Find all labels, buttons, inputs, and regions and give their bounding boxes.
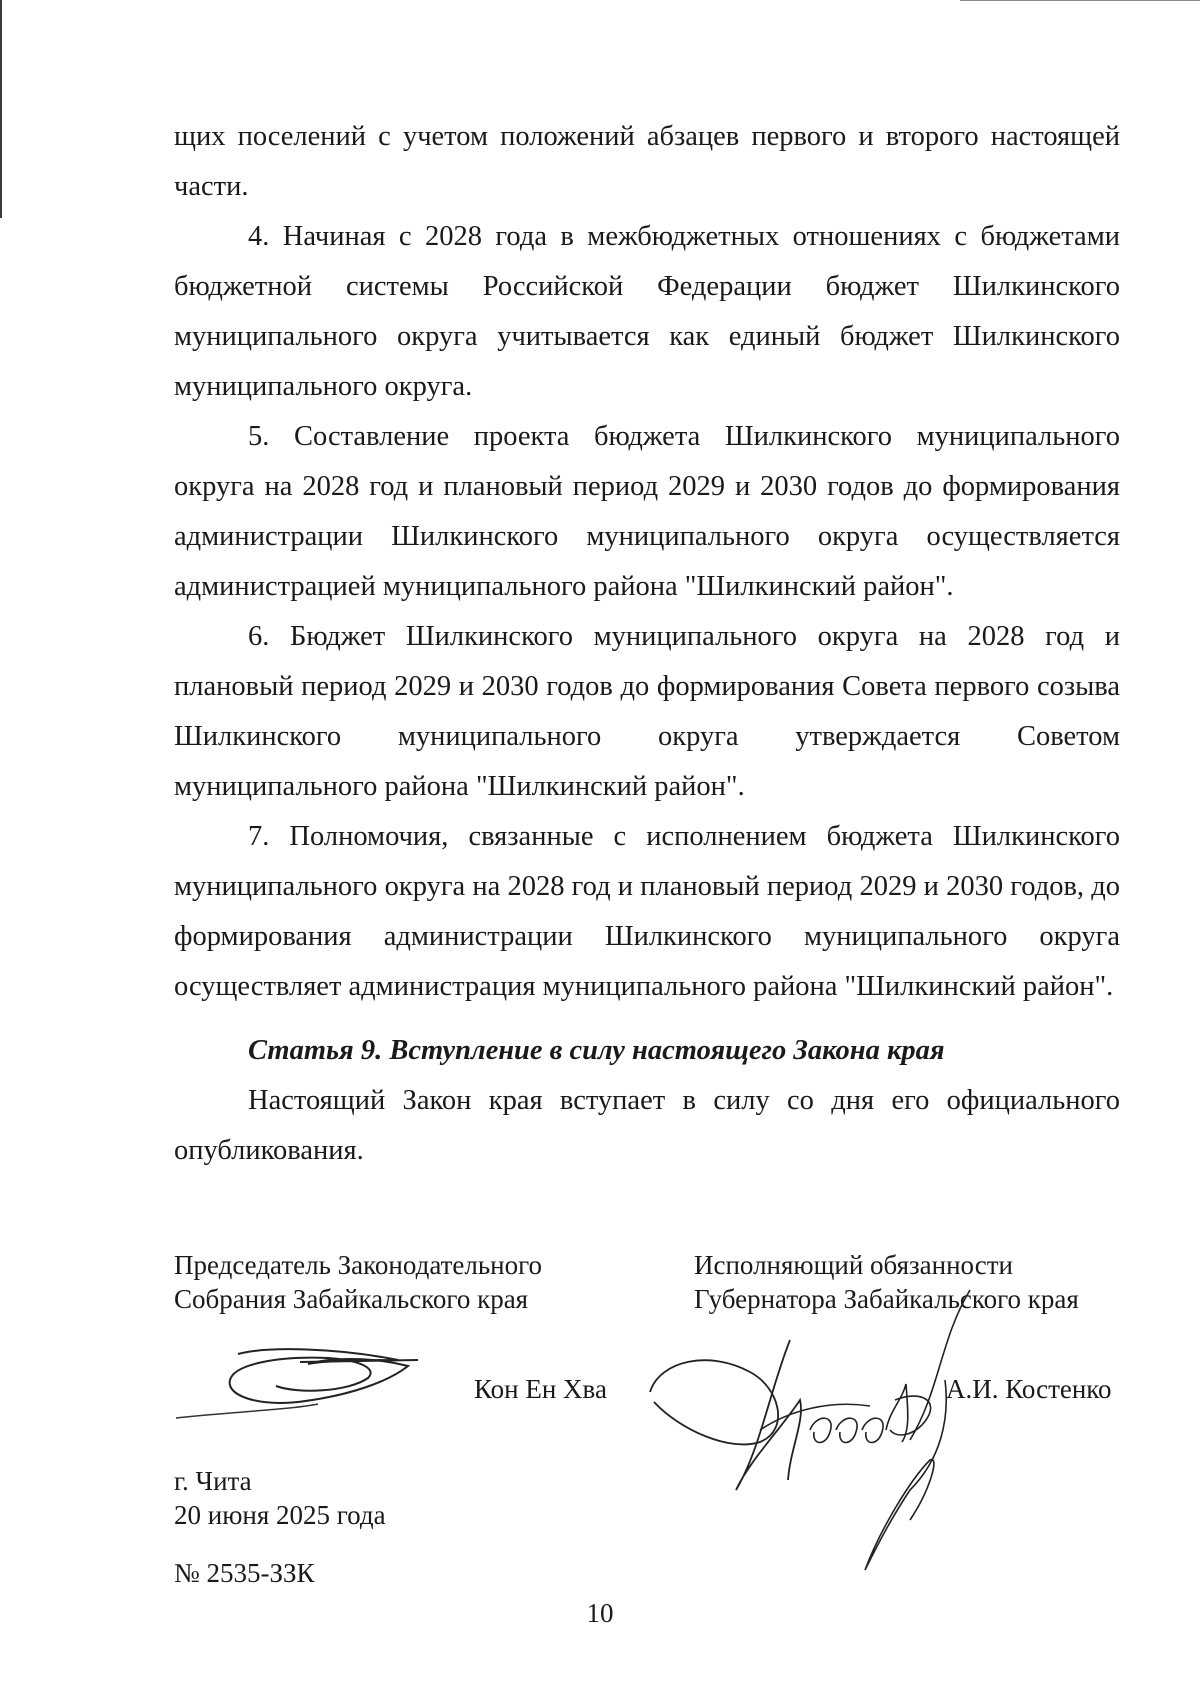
left-signatory-name: Кон Ен Хва [474,1374,607,1404]
scan-edge-top [960,0,1200,1]
law-body-text [174,112,1120,1176]
article-9-text: Настоящий Закон края вступает в силу со дня его официального опубликования. [174,1085,1120,1166]
left-title-line2: Собрания Забайкальского края [174,1284,529,1314]
continuation-paragraph: щих поселений с учетом положений абзацев первого и второго настоящей части. [174,121,1120,202]
paragraph-7: 7. Полномочия, связанные с исполнением бюджета Шилкинского муниципального округа на 2028 год и плановый период 2029 и 2030 годов, до формирования администрации Шилкинского муниципального округа осуществляет администрация муниципального района "Шилкинский район". [174,821,1120,1002]
date: 20 июня 2025 года [174,1500,386,1530]
article-9-title: Статья 9. Вступление в силу настоящего Закона края [248,1035,945,1066]
left-title-line1: Председатель Законодательного [174,1250,543,1280]
right-signatory-name: А.И. Костенко [946,1374,1112,1404]
paragraph-6: 6. Бюджет Шилкинского муниципального округа на 2028 год и плановый период 2029 и 2030 годов до формирования Совета первого созыва Шилкинского муниципального округа утверждается Советом муниципального района "Шилкинский район". [174,621,1120,802]
place-and-date [174,1464,386,1532]
right-signature-image [640,1280,1040,1580]
document-number: № 2535-ЗЗК [174,1558,315,1588]
paragraph-5: 5. Составление проекта бюджета Шилкинского муниципального округа на 2028 год и плановый период 2029 и 2030 годов до формирования администрации Шилкинского муниципального округа осуществляется администрацией муниципального района "Шилкинский район". [174,421,1120,602]
left-signature-image [168,1330,428,1430]
scan-edge-left [0,0,2,218]
left-signatory-title [174,1248,542,1316]
right-title-line1: Исполняющий обязанности [694,1250,1013,1280]
paragraph-4: 4. Начиная с 2028 года в межбюджетных отношениях с бюджетами бюджетной системы Российской Федерации бюджет Шилкинского муниципального округа учитывается как единый бюджет Шилкинского муниципального округа. [174,221,1120,402]
place: г. Чита [174,1466,252,1496]
page-number: 10 [586,1598,614,1628]
right-title-line2: Губернатора Забайкальского края [694,1284,1079,1314]
